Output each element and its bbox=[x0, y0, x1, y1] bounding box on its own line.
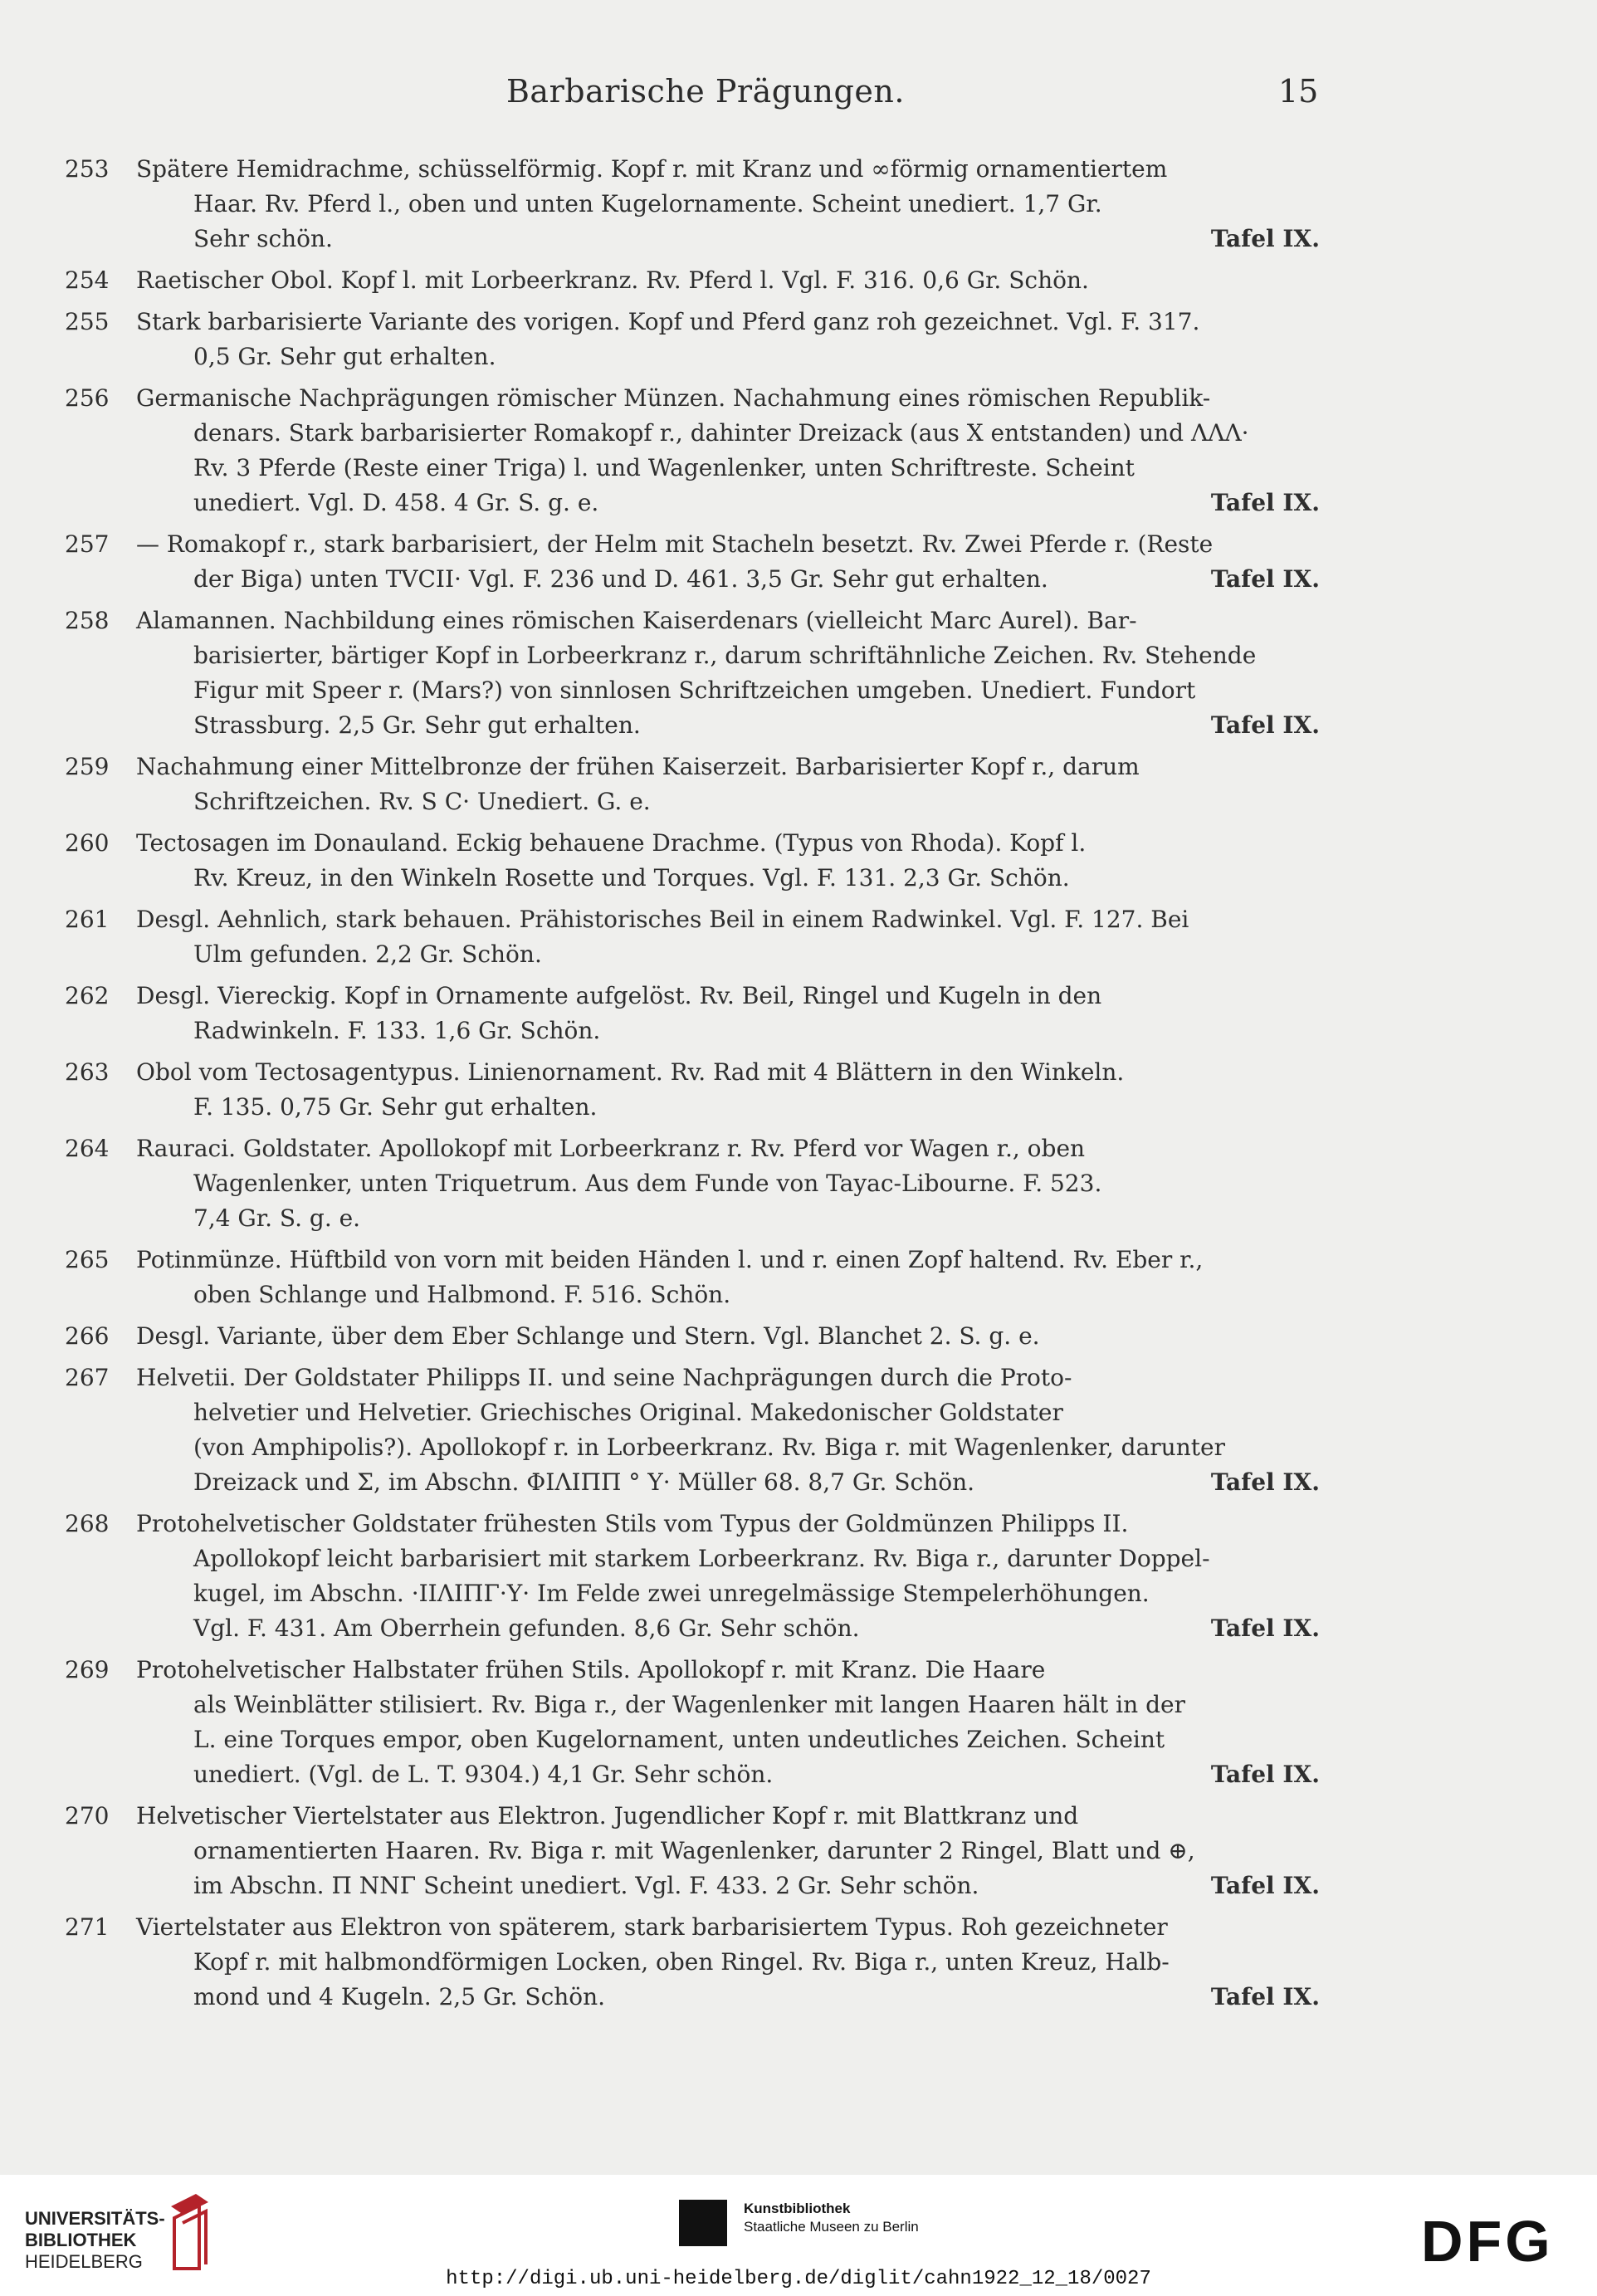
plate-reference: Tafel IX. bbox=[1210, 489, 1320, 516]
page-header bbox=[0, 73, 1597, 115]
catalog-entry bbox=[65, 1131, 1320, 1236]
kb-line-2: Staatliche Museen zu Berlin bbox=[744, 2219, 919, 2235]
entry-text-line: barisierter, bärtiger Kopf in Lorbeerkranz r., darum schriftähnliche Zeichen. Rv. Stehende bbox=[193, 642, 1257, 669]
entry-number: 254 bbox=[65, 266, 110, 294]
uni-line-3: HEIDELBERG bbox=[25, 2251, 143, 2272]
entry-number: 253 bbox=[65, 155, 110, 183]
entry-text-line: Wagenlenker, unten Triquetrum. Aus dem Funde von Tayac-Libourne. F. 523. bbox=[193, 1170, 1102, 1197]
entry-text-line: Spätere Hemidrachme, schüsselförmig. Kopf r. mit Kranz und ∞förmig ornamentiertem bbox=[136, 155, 1168, 183]
entry-text-line: kugel, im Abschn. ·ΙΙΛΙΠΓ·Υ· Im Felde zwei unregelmässige Stempelerhöhungen. bbox=[193, 1580, 1150, 1607]
entry-text-line: Rauraci. Goldstater. Apollokopf mit Lorbeerkranz r. Rv. Pferd vor Wagen r., oben bbox=[136, 1135, 1086, 1162]
entry-text-line: Figur mit Speer r. (Mars?) von sinnlosen Schriftzeichen umgeben. Unediert. Fundort bbox=[193, 677, 1196, 704]
entry-number: 268 bbox=[65, 1510, 110, 1537]
kb-line-1: Kunstbibliothek bbox=[744, 2201, 851, 2216]
catalog-entry bbox=[65, 1507, 1320, 1646]
entry-text-line: Alamannen. Nachbildung eines römischen Kaiserdenars (vielleicht Marc Aurel). Bar- bbox=[136, 607, 1137, 634]
entry-text-line: als Weinblätter stilisiert. Rv. Biga r., der Wagenlenker mit langen Haaren hält in der bbox=[193, 1691, 1185, 1718]
entry-text-line: Helvetischer Viertelstater aus Elektron. Jugendlicher Kopf r. mit Blattkranz und bbox=[136, 1802, 1079, 1829]
catalog-entry bbox=[65, 1055, 1320, 1125]
catalog-entry bbox=[65, 1799, 1320, 1903]
entry-text-line: (von Amphipolis?). Apollokopf r. in Lorbeerkranz. Rv. Biga r. mit Wagenlenker, darunter bbox=[193, 1434, 1225, 1461]
entry-text-line: Desgl. Aehnlich, stark behauen. Prähistorisches Beil in einem Radwinkel. Vgl. F. 127. Bei bbox=[136, 906, 1189, 933]
entry-number: 266 bbox=[65, 1322, 110, 1350]
heidelberg-logo-icon bbox=[163, 2190, 221, 2273]
entry-text-line: Protohelvetischer Halbstater frühen Stils. Apollokopf r. mit Kranz. Die Haare bbox=[136, 1656, 1046, 1683]
entry-text-line: Protohelvetischer Goldstater frühesten Stils vom Typus der Goldmünzen Philipps II. bbox=[136, 1510, 1129, 1537]
entry-number: 263 bbox=[65, 1058, 110, 1086]
entry-text-line: Viertelstater aus Elektron von späterem, stark barbarisiertem Typus. Roh gezeichneter bbox=[136, 1913, 1168, 1941]
uni-line-1: UNIVERSITÄTS- bbox=[25, 2208, 165, 2229]
entry-text-line: Germanische Nachprägungen römischer Münzen. Nachahmung eines römischen Republik- bbox=[136, 384, 1211, 412]
catalog-entry bbox=[65, 1319, 1320, 1354]
entry-text-line: Kopf r. mit halbmondförmigen Locken, oben Ringel. Rv. Biga r., unten Kreuz, Halb- bbox=[193, 1948, 1170, 1976]
entry-text-line: Radwinkeln. F. 133. 1,6 Gr. Schön. bbox=[193, 1017, 601, 1044]
page-number: 15 bbox=[1278, 73, 1319, 110]
entry-text-line: unediert. Vgl. D. 458. 4 Gr. S. g. e. bbox=[193, 489, 599, 516]
entry-text-line: Desgl. Viereckig. Kopf in Ornamente aufgelöst. Rv. Beil, Ringel und Kugeln in den bbox=[136, 982, 1102, 1009]
entry-number: 262 bbox=[65, 982, 110, 1009]
catalog-entry bbox=[65, 305, 1320, 374]
entry-text-line: Schriftzeichen. Rv. S C· Unediert. G. e. bbox=[193, 788, 651, 815]
entry-text-line: Rv. Kreuz, in den Winkeln Rosette und Torques. Vgl. F. 131. 2,3 Gr. Schön. bbox=[193, 864, 1070, 892]
entry-text-line: 7,4 Gr. S. g. e. bbox=[193, 1204, 361, 1232]
entry-text-line: Nachahmung einer Mittelbronze der frühen Kaiserzeit. Barbarisierter Kopf r., darum bbox=[136, 753, 1140, 780]
catalog-entry bbox=[65, 527, 1320, 597]
entry-text-line: Potinmünze. Hüftbild von vorn mit beiden Händen l. und r. einen Zopf haltend. Rv. Eber r., bbox=[136, 1246, 1204, 1273]
entry-text-line: Tectosagen im Donauland. Eckig behauene Drachme. (Typus von Rhoda). Kopf l. bbox=[136, 829, 1087, 857]
running-title: Barbarische Prägungen. bbox=[506, 73, 905, 110]
catalog-entry bbox=[65, 1243, 1320, 1312]
plate-reference: Tafel IX. bbox=[1210, 565, 1320, 593]
entry-number: 270 bbox=[65, 1802, 110, 1829]
plate-reference: Tafel IX. bbox=[1210, 1872, 1320, 1899]
entry-text-line: L. eine Torques empor, oben Kugelornament, unten undeutliches Zeichen. Scheint bbox=[193, 1726, 1165, 1753]
entry-text-line: Stark barbarisierte Variante des vorigen. Kopf und Pferd ganz roh gezeichnet. Vgl. F. 317. bbox=[136, 308, 1200, 335]
entry-text-line: Obol vom Tectosagentypus. Linienornament. Rv. Rad mit 4 Blättern in den Winkeln. bbox=[136, 1058, 1125, 1086]
entry-text-line: Desgl. Variante, über dem Eber Schlange und Stern. Vgl. Blanchet 2. S. g. e. bbox=[136, 1322, 1040, 1350]
catalog-entry bbox=[65, 826, 1320, 896]
entry-text-line: Rv. 3 Pferde (Reste einer Triga) l. und Wagenlenker, unten Schriftreste. Scheint bbox=[193, 454, 1135, 481]
entry-text-line: Dreizack und Σ, im Abschn. ΦΙΛΙΠΠ ° Υ· Müller 68. 8,7 Gr. Schön. bbox=[193, 1468, 975, 1496]
entry-number: 265 bbox=[65, 1246, 110, 1273]
entry-text-line: ornamentierten Haaren. Rv. Biga r. mit Wagenlenker, darunter 2 Ringel, Blatt und ⊕, bbox=[193, 1837, 1195, 1864]
source-url[interactable]: http://digi.ub.uni-heidelberg.de/diglit/cahn1922_12_18/0027 bbox=[446, 2268, 1151, 2290]
catalog-entry bbox=[65, 979, 1320, 1048]
entry-text-line: Ulm gefunden. 2,2 Gr. Schön. bbox=[193, 940, 542, 968]
entry-text-line: Raetischer Obol. Kopf l. mit Lorbeerkranz. Rv. Pferd l. Vgl. F. 316. 0,6 Gr. Schön. bbox=[136, 266, 1089, 294]
entry-number: 255 bbox=[65, 308, 110, 335]
entry-text-line: 0,5 Gr. Sehr gut erhalten. bbox=[193, 343, 496, 370]
plate-reference: Tafel IX. bbox=[1210, 711, 1320, 739]
entry-text-line: Vgl. F. 431. Am Oberrhein gefunden. 8,6 Gr. Sehr schön. bbox=[193, 1615, 860, 1642]
plate-reference: Tafel IX. bbox=[1210, 225, 1320, 252]
entry-number: 261 bbox=[65, 906, 110, 933]
entry-text-line: denars. Stark barbarisierter Romakopf r., dahinter Dreizack (aus X entstanden) und ΛΛΛ· bbox=[193, 419, 1249, 447]
entry-number: 269 bbox=[65, 1656, 110, 1683]
entry-number: 257 bbox=[65, 530, 110, 558]
catalog-entry bbox=[65, 603, 1320, 743]
uni-line-2: BIBLIOTHEK bbox=[25, 2230, 137, 2250]
entry-number: 256 bbox=[65, 384, 110, 412]
entry-number: 267 bbox=[65, 1364, 110, 1391]
footer-bar bbox=[0, 2175, 1597, 2296]
entry-number: 258 bbox=[65, 607, 110, 634]
entry-number: 271 bbox=[65, 1913, 110, 1941]
entry-text-line: Haar. Rv. Pferd l., oben und unten Kugelornamente. Scheint unediert. 1,7 Gr. bbox=[193, 190, 1102, 217]
catalog-entry bbox=[65, 1361, 1320, 1500]
catalog-entry bbox=[65, 902, 1320, 972]
catalog-entry bbox=[65, 1653, 1320, 1792]
entry-text-line: mond und 4 Kugeln. 2,5 Gr. Schön. bbox=[193, 1983, 606, 2010]
entry-text-line: F. 135. 0,75 Gr. Sehr gut erhalten. bbox=[193, 1093, 598, 1121]
entry-number: 259 bbox=[65, 753, 110, 780]
catalog-entry bbox=[65, 381, 1320, 520]
catalog-entry bbox=[65, 263, 1320, 298]
entry-text-line: Sehr schön. bbox=[193, 225, 333, 252]
entry-text-line: Strassburg. 2,5 Gr. Sehr gut erhalten. bbox=[193, 711, 641, 739]
plate-reference: Tafel IX. bbox=[1210, 1983, 1320, 2010]
entry-text-line: — Romakopf r., stark barbarisiert, der Helm mit Stacheln besetzt. Rv. Zwei Pferde r. (Reste bbox=[136, 530, 1214, 558]
entry-text-line: der Biga) unten TVCII· Vgl. F. 236 und D. 461. 3,5 Gr. Sehr gut erhalten. bbox=[193, 565, 1048, 593]
entry-text-line: oben Schlange und Halbmond. F. 516. Schön. bbox=[193, 1281, 731, 1308]
kunstbibliothek-logo-icon bbox=[679, 2200, 727, 2246]
entry-text-line: unediert. (Vgl. de L. T. 9304.) 4,1 Gr. Sehr schön. bbox=[193, 1761, 774, 1788]
kunstbibliothek-logo-text[interactable] bbox=[744, 2200, 919, 2236]
catalog-entry bbox=[65, 152, 1320, 256]
entry-text-line: helvetier und Helvetier. Griechisches Original. Makedonischer Goldstater bbox=[193, 1399, 1063, 1426]
plate-reference: Tafel IX. bbox=[1210, 1468, 1320, 1496]
heidelberg-library-logo-text[interactable] bbox=[25, 2208, 165, 2273]
catalog-entry bbox=[65, 750, 1320, 819]
entry-text-line: Apollokopf leicht barbarisiert mit starkem Lorbeerkranz. Rv. Biga r., darunter Doppel- bbox=[193, 1545, 1210, 1572]
catalog-entry bbox=[65, 1910, 1320, 2015]
dfg-logo[interactable]: DFG bbox=[1421, 2209, 1554, 2274]
entry-number: 260 bbox=[65, 829, 110, 857]
entry-text-line: im Abschn. Π ΝΝΓ Scheint unediert. Vgl. F. 433. 2 Gr. Sehr schön. bbox=[193, 1872, 979, 1899]
entry-number: 264 bbox=[65, 1135, 110, 1162]
plate-reference: Tafel IX. bbox=[1210, 1761, 1320, 1788]
entry-text-line: Helvetii. Der Goldstater Philipps II. und seine Nachprägungen durch die Proto- bbox=[136, 1364, 1072, 1391]
plate-reference: Tafel IX. bbox=[1210, 1615, 1320, 1642]
